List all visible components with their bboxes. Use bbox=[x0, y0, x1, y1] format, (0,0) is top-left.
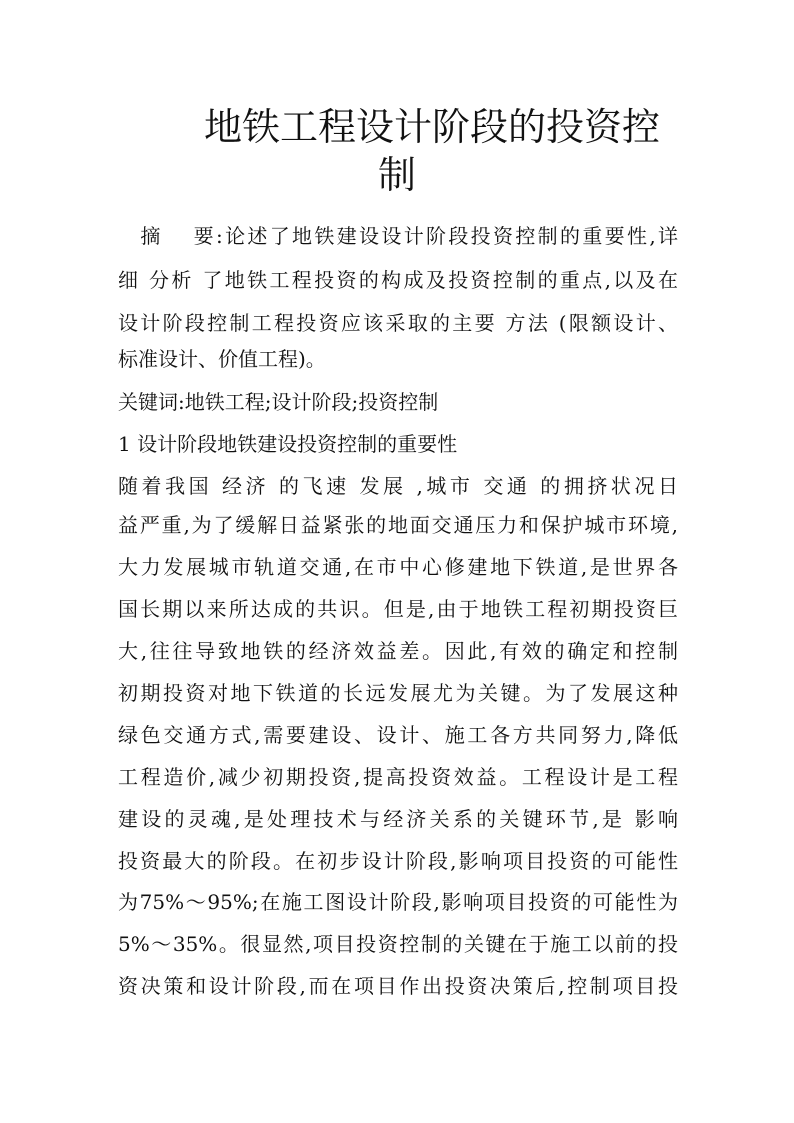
section-1-line-2: 益严重,为了缓解日益紧张的地面交通压力和保护城市环境, bbox=[118, 513, 678, 537]
section-1-heading: 1 设计阶段地铁建设投资控制的重要性 bbox=[118, 432, 458, 456]
document-title-line-2: 制 bbox=[377, 153, 416, 197]
document-title-line-1: 地铁工程设计阶段的投资控 bbox=[203, 105, 660, 149]
section-1-line-12: 5%～35%。很显然,项目投资控制的关键在于施工以前的投 bbox=[118, 932, 678, 956]
abstract-line-4: 标准设计、价值工程)。 bbox=[118, 347, 326, 371]
section-1-line-6: 初期投资对地下铁道的长远发展尤为关键。为了发展这种 bbox=[118, 681, 678, 705]
section-1-line-4: 国长期以来所达成的共识。但是,由于地铁工程初期投资巨 bbox=[118, 597, 678, 621]
section-1-line-1: 随着我国 经济 的飞速 发展 ,城市 交通 的拥挤状况日 bbox=[118, 474, 678, 498]
abstract-line-3: 设计阶段控制工程投资应该采取的主要 方法 (限额设计、 bbox=[118, 311, 678, 335]
section-1-line-8: 工程造价,减少初期投资,提高投资效益。工程设计是工程 bbox=[118, 765, 678, 789]
keywords: 关键词:地铁工程;设计阶段;投资控制 bbox=[118, 390, 439, 414]
section-1-line-7: 绿色交通方式,需要建设、设计、施工各方共同努力,降低 bbox=[118, 723, 678, 747]
abstract-line-1: 摘 要:论述了地铁建设设计阶段投资控制的重要性,详 bbox=[118, 224, 678, 248]
section-1-line-5: 大,往往导致地铁的经济效益差。因此,有效的确定和控制 bbox=[118, 639, 678, 663]
section-1-line-10: 投资最大的阶段。在初步设计阶段,影响项目投资的可能性 bbox=[118, 849, 678, 873]
section-1-line-11: 为75%～95%;在施工图设计阶段,影响项目投资的可能性为 bbox=[118, 890, 678, 914]
section-1-line-13: 资决策和设计阶段,而在项目作出投资决策后,控制项目投 bbox=[118, 974, 678, 998]
abstract-line-2: 细 分析 了地铁工程投资的构成及投资控制的重点,以及在 bbox=[118, 268, 678, 292]
section-1-line-9: 建设的灵魂,是处理技术与经济关系的关键环节,是 影响 bbox=[118, 807, 678, 831]
section-1-line-3: 大力发展城市轨道交通,在市中心修建地下铁道,是世界各 bbox=[118, 555, 678, 579]
